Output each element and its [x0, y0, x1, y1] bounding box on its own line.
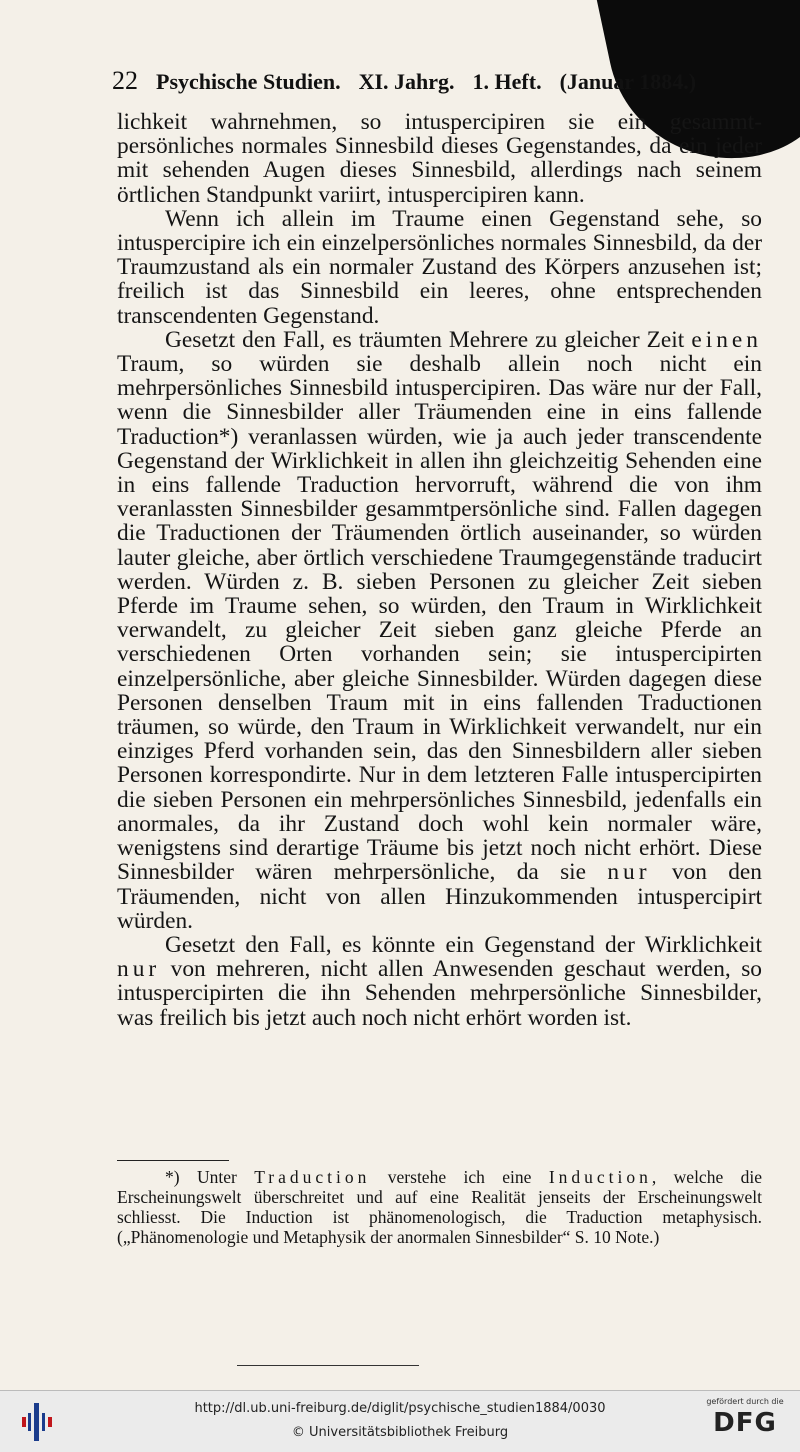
running-head	[112, 66, 752, 100]
footnote-text	[117, 1167, 762, 1247]
footnote-lead: *) Unter	[165, 1167, 255, 1187]
body-text	[117, 110, 762, 1030]
copyright-notice: © Universitätsbibliothek Freiburg	[291, 1425, 509, 1440]
page-bottom-rule	[237, 1365, 419, 1366]
permalink-url[interactable]: http://dl.ub.uni-freiburg.de/diglit/psychische_studien1884/0030	[194, 1401, 606, 1416]
footnote-term-traduction: Traduction	[254, 1167, 371, 1187]
paragraph-4-text-cont: von mehreren, nicht allen Anwesenden geschaut werden, so intuspercipirten die ihn Sehenden mehrpersönliche Sinnesbilder, was freilich bis jetzt auch noch nicht erhört worden ist.	[117, 956, 762, 1031]
paragraph-3-text-end: von den Träumenden, nicht von allen Hinzukommenden intuspercipirt würden.	[117, 859, 762, 934]
footnote-term-induction: Induction	[548, 1167, 652, 1187]
paragraph-4-text: Gesetzt den Fall, es könnte ein Gegenstand der Wirklichkeit	[165, 931, 762, 958]
footnote-mid: verstehe ich eine	[370, 1167, 549, 1187]
dfg-caption: gefördert durch die	[706, 1397, 784, 1406]
dfg-logo-icon	[700, 1397, 790, 1447]
page-number: 22	[112, 66, 138, 95]
viewer-footer	[0, 1390, 800, 1452]
volume-label: XI. Jahrg.	[358, 69, 455, 94]
journal-title: Psychische Studien.	[156, 69, 341, 94]
dfg-wordmark: DFG	[713, 1408, 777, 1438]
footnote-divider	[117, 1160, 229, 1161]
paragraph-3-text-cont: Traum, so würden sie deshalb allein noch nicht ein mehrpersönliches Sinnesbild intuspercipiren. Das wäre nur der Fall, wenn die Sinnesbilder aller Träumenden eine in eins fallende Traduction*) veranlassen würden, wie ja auch jeder transcendente Gegenstand der Wirklichkeit in allen ihn gleichzeitig Sehenden eine in eins fallende Traduction hervorruft, während die von ihm veranlassten Sinnesbilder gesammtpersönliche sind. Fallen dagegen die Traductionen der Träumenden örtlich auseinander, so würden lauter gleiche, aber örtlich verschiedene Traumgegenstände traducirt werden. Würden z. B. sieben Personen zu gleicher Zeit sieben Pferde im Traume sehen, so würden, den Traum in Wirklichkeit verwandelt, zu gleicher Zeit sieben ganz gleiche Pferde an verschiedenen Orten vorhanden sein; sie intuspercipirten einzelpersönliche, aber gleiche Sinnesbilder. Würden dagegen diese Personen denselben Traum mit in eins fallenden Traductionen träumen, so würde, den Traum in Wirklichkeit verwandelt, nur ein einziges Pferd vorhanden sein, das den Sinnesbildern aller sieben Personen korrespondirte. Nur in dem letzteren Falle intuspercipirten die sieben Personen ein mehrpersönliches Sinnesbild, jedenfalls ein anormales, da ihr Zustand doch wohl kein normaler wäre, wenigstens sind derartige Träume bis jetzt noch nicht erhört. Diese Sinnesbilder wären mehrpersönliche, da sie	[117, 351, 762, 886]
paragraph-2: Wenn ich allein im Traume einen Gegenstand sehe, so intuspercipire ich ein einzelpersönliches normales Sinnesbild, da der Traumzustand als ein normaler Zustand des Körpers anzusehen ist; freilich ist das Sinnesbild ein leeres, ohne entsprechenden transcendenten Gegenstand.	[117, 205, 762, 329]
paragraph-4	[117, 933, 762, 1030]
paragraph-3-text: Gesetzt den Fall, es träumten Mehrere zu gleicher Zeit	[165, 326, 692, 353]
paragraph-3	[117, 328, 762, 933]
footnote	[117, 1167, 762, 1247]
paragraph-1: lichkeit wahrnehmen, so intuspercipiren sie ein gesammt-persönliches normales Sinnesbild dieses Gegenstandes, da ein jeder mit sehenden Augen dieses Sinnesbild, allerdings nach seinem örtlichen Standpunkt variirt, intuspercipiren kann.	[117, 109, 762, 208]
issue-label: 1. Heft.	[472, 69, 542, 94]
footnote-rest: , welche die Erscheinungswelt überschreitet und auf eine Realität jenseits der Erscheinungswelt schliesst. Die Induction ist phänomenologisch, die Traduction metaphysisch. („Phänomenologie und Metaphysik der anormalen Sinnesbilder“ S. 10 Note.)	[117, 1167, 762, 1247]
emphasis-nur-2: nur	[117, 956, 161, 983]
issue-date: (Januar 1884.)	[559, 69, 697, 94]
emphasis-einen: einen	[691, 326, 762, 353]
emphasis-nur: nur	[607, 859, 651, 886]
